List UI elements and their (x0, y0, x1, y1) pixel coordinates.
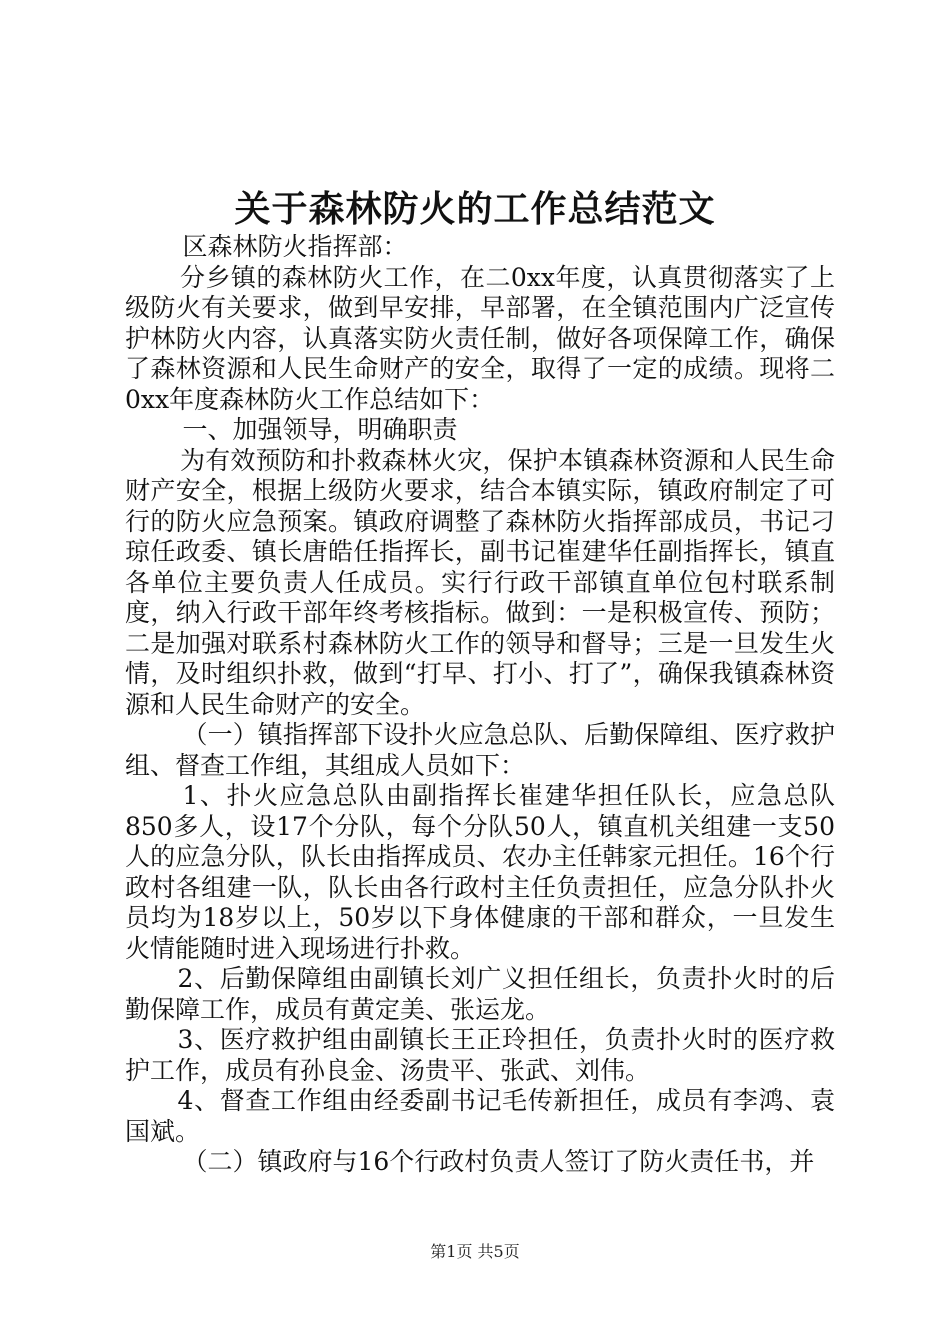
subsection-2-paragraph: （二）镇政府与16个行政村负责人签订了防火责任书，并 (182, 1147, 815, 1176)
item-1-paragraph: 1、扑火应急总队由副指挥长崔建华担任队长，应急总队850多人，设17个分队，每个分队50人，镇直机关组建一支50人的应急分队，队长由指挥成员、农办主任韩家元担任。16个行政村各组建一队，队长由各行政村主任负责担任，应急分队扑火员均为18岁以上，50岁以下身体健康的干部和群众，一旦发生火情能随时进入现场进行扑救。 (125, 781, 835, 963)
section-1-paragraph: 为有效预防和扑救森林火灾，保护本镇森林资源和人民生命财产安全，根据上级防火要求，结合本镇实际，镇政府制定了可行的防火应急预案。镇政府调整了森林防火指挥部成员，书记刁琼任政委、镇长唐皓任指挥长，副书记崔建华任副指挥长，镇直各单位主要负责人任成员。实行行政干部镇直单位包村联系制度，纳入行政干部年终考核指标。做到：一是积极宣传、预防；二是加强对联系村森林防火工作的领导和督导；三是一旦发生火情，及时组织扑救，做到“打早、打小、打了”，确保我镇森林资源和人民生命财产的安全。 (125, 445, 835, 719)
item-2-paragraph: 2、后勤保障组由副镇长刘广义担任组长，负责扑火时的后勤保障工作，成员有黄定美、张运龙。 (125, 964, 835, 1024)
salutation-paragraph: 区森林防火指挥部： (182, 232, 408, 261)
document-body (125, 232, 835, 1178)
subsection-1-paragraph: （一）镇指挥部下设扑火应急总队、后勤保障组、医疗救护组、督查工作组，其组成人员如下： (125, 720, 835, 780)
section-heading-1: 一、加强领导，明确职责 (182, 415, 458, 444)
intro-paragraph: 分乡镇的森林防火工作，在二0xx年度，认真贯彻落实了上级防火有关要求，做到早安排，早部署，在全镇范围内广泛宣传护林防火内容，认真落实防火责任制，做好各项保障工作，确保了森林资源和人民生命财产的安全，取得了一定的成绩。现将二0xx年度森林防火工作总结如下： (125, 262, 835, 414)
document-title: 关于森林防火的工作总结范文 (234, 188, 716, 230)
item-4-paragraph: 4、督查工作组由经委副书记毛传新担任，成员有李鸿、袁国斌。 (125, 1086, 835, 1146)
item-3-paragraph: 3、医疗救护组由副镇长王正玲担任，负责扑火时的医疗救护工作，成员有孙良金、汤贵平、张武、刘伟。 (125, 1025, 835, 1085)
page-footer: 第1页 共5页 (430, 1242, 520, 1261)
